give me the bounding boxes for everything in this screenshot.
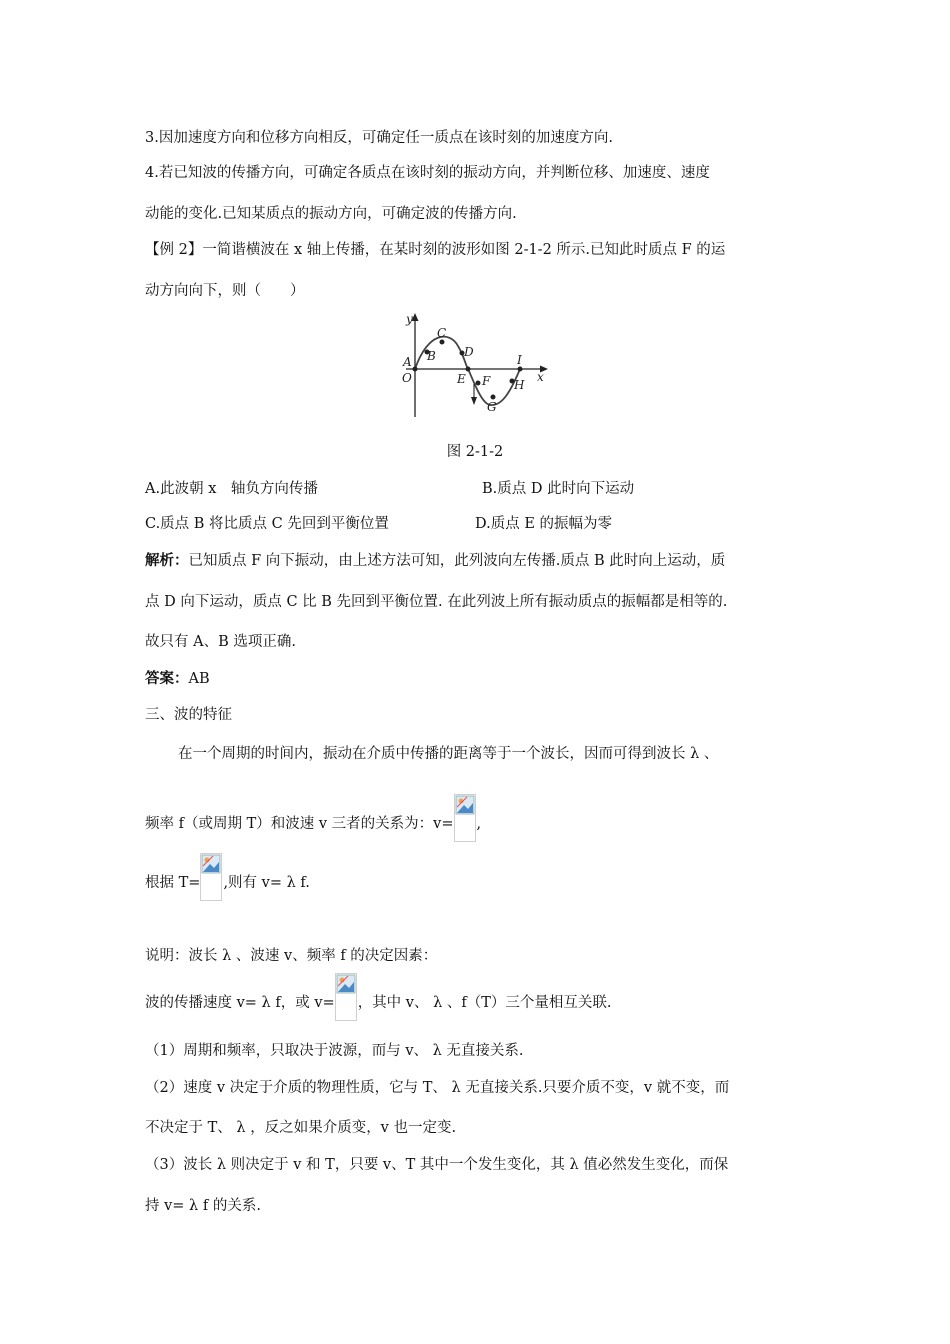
- analysis-text: 已知质点 F 向下振动，由上述方法可知，此列波向左传播.质点 B 此时向上运动，质: [188, 553, 726, 569]
- label-I: I: [517, 353, 522, 367]
- analysis-line: 点 D 向下运动，质点 C 比 B 先回到平衡位置. 在此列波上所有振动质点的振幅都是相等的.: [145, 594, 728, 610]
- formula-text: 根据 T=: [145, 875, 201, 891]
- paragraph: 不决定于 T、 λ ，反之如果介质变，v 也一定变.: [145, 1120, 457, 1136]
- x-axis-label: x: [537, 370, 544, 384]
- option-d: D.质点 E 的振幅为零: [475, 516, 613, 532]
- section-heading: 三、波的特征: [145, 707, 232, 723]
- formula-text: ，其中 v、 λ 、f（T）三个量相互关联.: [357, 995, 612, 1011]
- paragraph: 在一个周期的时间内，振动在介质中传播的距离等于一个波长，因而可得到波长 λ 、: [178, 746, 719, 762]
- text-line: 动方向向下，则（ ）: [145, 283, 305, 299]
- option-b: B.质点 D 此时向下运动: [482, 481, 635, 497]
- paragraph: 说明：波长 λ 、波速 v、频率 f 的决定因素：: [145, 948, 438, 964]
- label-H: H: [514, 378, 525, 392]
- label-A: A: [403, 355, 412, 369]
- paragraph: （2）速度 v 决定于介质的物理性质，它与 T、 λ 无直接关系.只要介质不变，v 就不变，而: [145, 1080, 730, 1096]
- analysis-line: 故只有 A、B 选项正确.: [145, 634, 296, 650]
- formula-line: [145, 814, 481, 842]
- analysis-line: [145, 551, 725, 571]
- text-line: 4.若已知波的传播方向，可确定各质点在该时刻的振动方向，并判断位移、加速度、速度: [145, 165, 710, 181]
- option-c: C.质点 B 将比质点 C 先回到平衡位置: [145, 516, 389, 532]
- wave-figure: [398, 311, 550, 417]
- label-E: E: [457, 372, 466, 386]
- label-G: G: [487, 400, 497, 414]
- formula-text: ,: [476, 816, 482, 832]
- formula-text: ,则有 v= λ f.: [223, 875, 310, 891]
- answer-value: AB: [188, 671, 210, 687]
- text-line: 3.因加速度方向和位移方向相反，可确定任一质点在该时刻的加速度方向.: [145, 130, 613, 146]
- formula-line: [145, 873, 310, 901]
- y-axis-label: y: [406, 312, 413, 326]
- broken-image-icon: [200, 853, 222, 901]
- label-B: B: [427, 349, 436, 363]
- broken-image-icon: [454, 794, 476, 842]
- example-heading: 【例 2】一简谐横波在 x 轴上传播，在某时刻的波形如图 2-1-2 所示.已知此时质点 F 的运: [145, 242, 726, 258]
- paragraph: （1）周期和频率，只取决于波源，而与 v、 λ 无直接关系.: [145, 1043, 524, 1059]
- label-O: O: [402, 371, 412, 385]
- option-a: A.此波朝 x 轴负方向传播: [145, 481, 318, 497]
- label-C: C: [437, 326, 447, 340]
- formula-line: [145, 993, 612, 1021]
- analysis-label: 解析：: [145, 552, 189, 569]
- text-line: 动能的变化.已知某质点的振动方向，可确定波的传播方向.: [145, 206, 517, 222]
- paragraph: 持 v= λ f 的关系.: [145, 1198, 261, 1214]
- answer-line: [145, 669, 210, 689]
- answer-label: 答案：: [145, 670, 189, 687]
- label-D: D: [464, 345, 474, 359]
- formula-text: 频率 f（或周期 T）和波速 v 三者的关系为：v=: [145, 816, 454, 832]
- label-F: F: [482, 374, 491, 388]
- broken-image-icon: [335, 973, 357, 1021]
- paragraph: （3）波长 λ 则决定于 v 和 T，只要 v、T 其中一个发生变化，其 λ 值必然发生变化，而保: [145, 1157, 729, 1173]
- formula-text: 波的传播速度 v= λ f，或 v=: [145, 995, 335, 1011]
- figure-caption: 图 2-1-2: [446, 444, 504, 460]
